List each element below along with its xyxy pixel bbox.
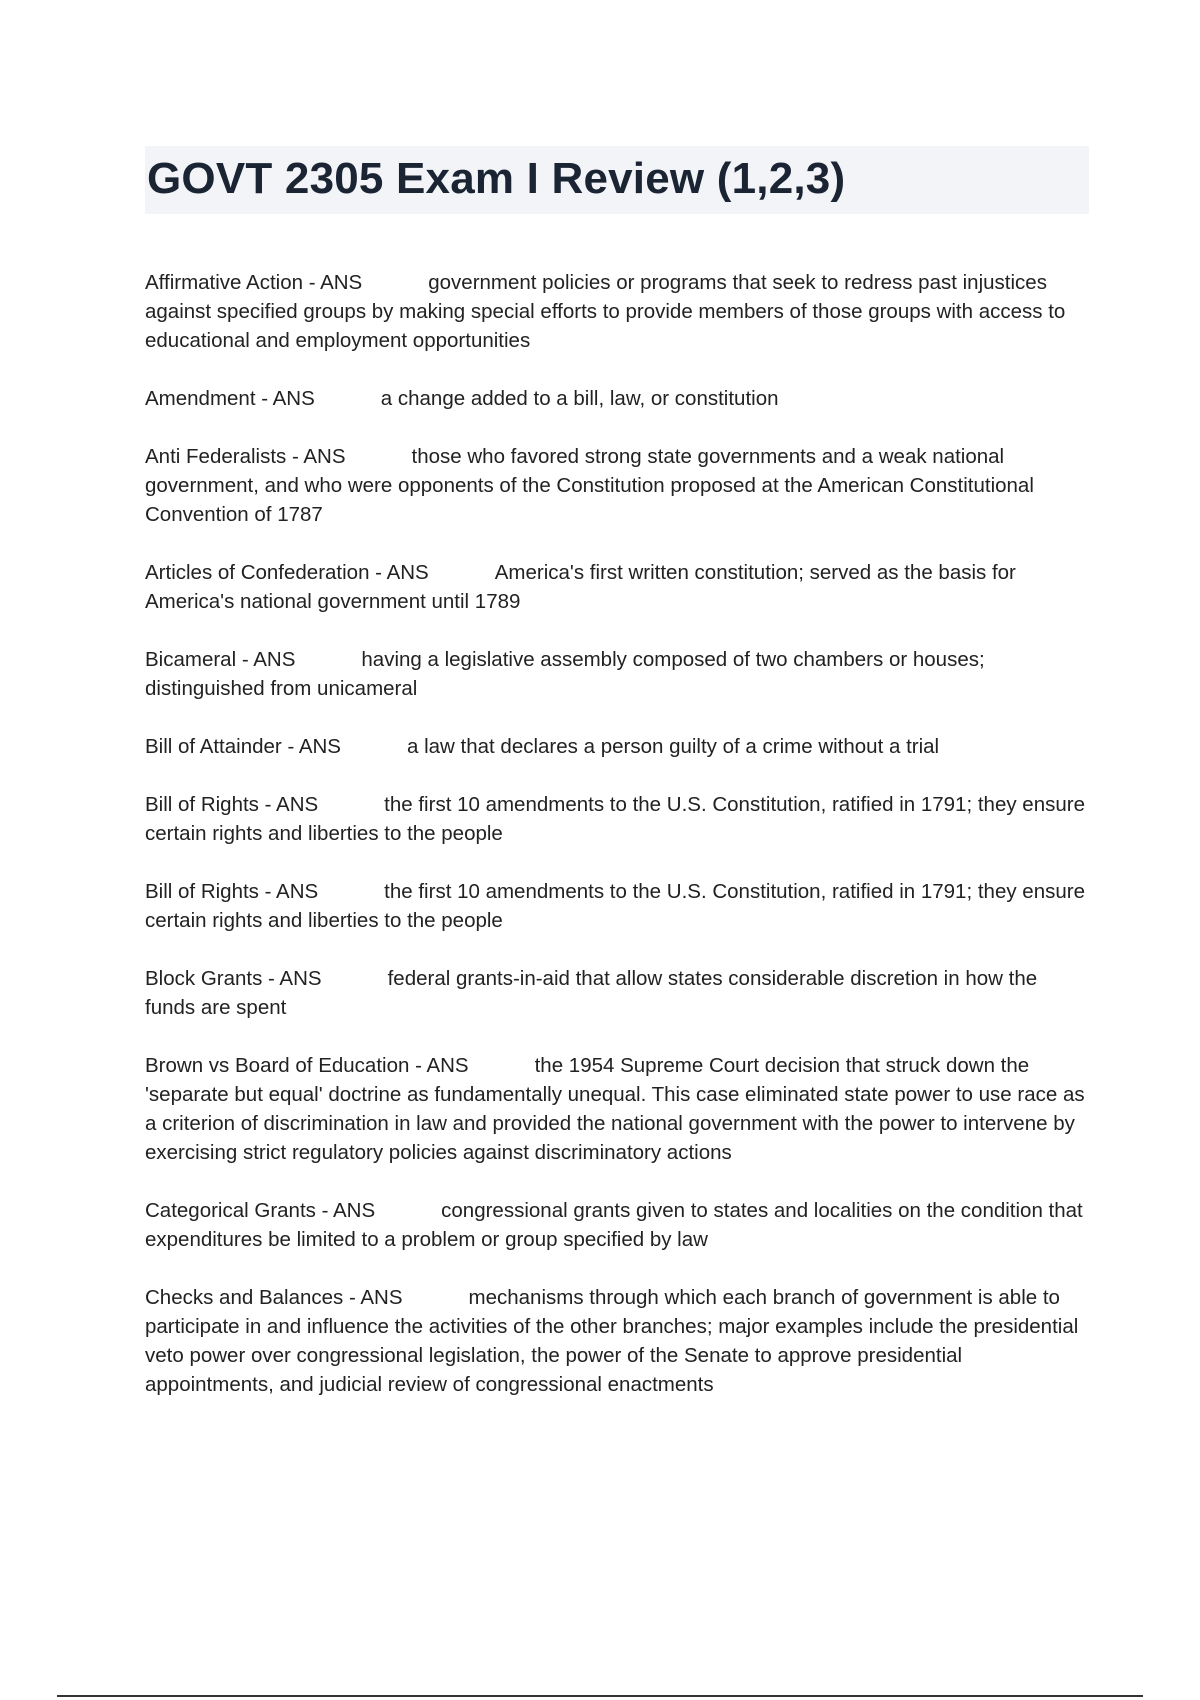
entry-definition: those who favored strong state governments and a weak national government, and who were opponents of the Constitution proposed at the American Constitutional Convention of 1787 [145, 445, 1034, 526]
entry-definition: government policies or programs that seek to redress past injustices against specified groups by making special efforts to provide members of those groups with access to educational and employment opportunities [145, 271, 1066, 352]
entry-definition: America's first written constitution; served as the basis for America's national government until 1789 [145, 561, 1016, 613]
glossary-entry [145, 384, 1090, 413]
entry-definition: congressional grants given to states and localities on the condition that expenditures be limited to a problem or group specified by law [145, 1199, 1083, 1251]
glossary-entry [145, 964, 1090, 1022]
glossary-entry [145, 645, 1090, 703]
entry-term: Articles of Confederation - ANS [145, 561, 429, 584]
entry-term: Bill of Rights - ANS [145, 793, 319, 816]
glossary-entry [145, 1196, 1090, 1254]
glossary-entry [145, 558, 1090, 616]
entry-definition: a change added to a bill, law, or constitution [380, 387, 779, 410]
entry-definition: the first 10 amendments to the U.S. Constitution, ratified in 1791; they ensure certain rights and liberties to the people [145, 793, 1085, 845]
entry-term: Brown vs Board of Education - ANS [145, 1054, 469, 1077]
entry-term: Bill of Rights - ANS [145, 880, 319, 903]
glossary-entry [145, 268, 1090, 355]
footer-divider [57, 1695, 1143, 1697]
glossary-entry [145, 1051, 1090, 1167]
glossary-entry [145, 790, 1090, 848]
entry-definition: the 1954 Supreme Court decision that struck down the 'separate but equal' doctrine as fundamentally unequal. This case eliminated state power to use race as a criterion of discrimination in law and provided the national government with the power to intervene by exercising strict regulatory policies against discriminatory actions [145, 1054, 1085, 1164]
page-title: GOVT 2305 Exam I Review (1,2,3) [147, 154, 846, 203]
glossary-entry [145, 877, 1090, 935]
entry-definition: mechanisms through which each branch of government is able to participate in and influence the activities of the other branches; major examples include the presidential veto power over congressional legislation, the power of the Senate to approve presidential appointments, and judicial review of congressional enactments [145, 1286, 1079, 1396]
entry-definition: having a legislative assembly composed of two chambers or houses; distinguished from unicameral [145, 648, 985, 700]
glossary-entry [145, 732, 1090, 761]
entry-term: Bill of Attainder - ANS [145, 735, 341, 758]
entry-term: Anti Federalists - ANS [145, 445, 346, 468]
entry-term: Categorical Grants - ANS [145, 1199, 376, 1222]
entry-definition: a law that declares a person guilty of a crime without a trial [406, 735, 940, 758]
glossary-entry [145, 1283, 1090, 1399]
glossary-list [145, 268, 1090, 1428]
glossary-entry [145, 442, 1090, 529]
entry-definition: federal grants-in-aid that allow states considerable discretion in how the funds are spent [145, 967, 1038, 1019]
entry-term: Bicameral - ANS [145, 648, 296, 671]
title-banner [145, 146, 1089, 214]
entry-term: Checks and Balances - ANS [145, 1286, 403, 1309]
entry-term: Block Grants - ANS [145, 967, 322, 990]
entry-term: Affirmative Action - ANS [145, 271, 363, 294]
entry-definition: the first 10 amendments to the U.S. Constitution, ratified in 1791; they ensure certain rights and liberties to the people [145, 880, 1085, 932]
entry-term: Amendment - ANS [145, 387, 315, 410]
